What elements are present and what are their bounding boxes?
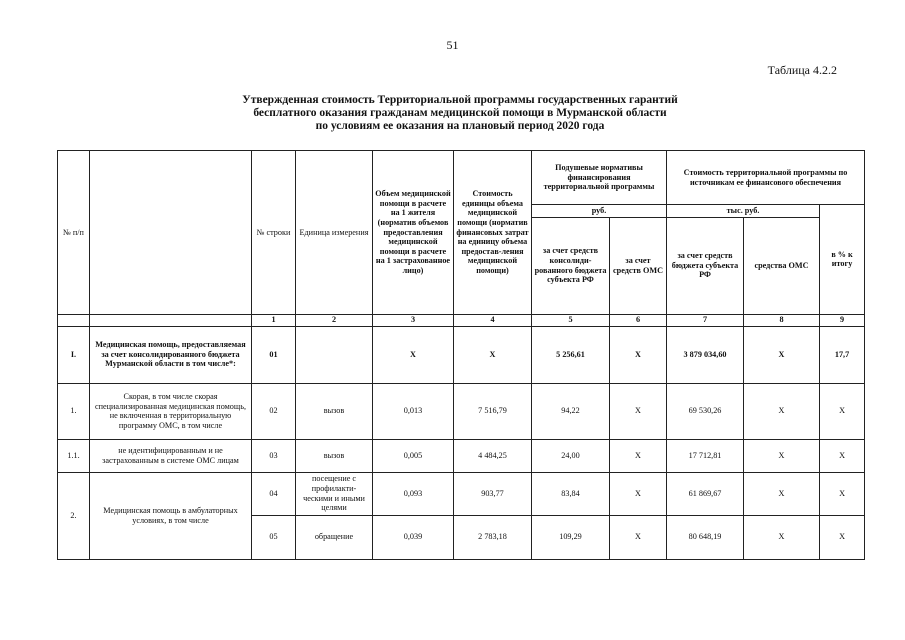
header-oms-funds: средства ОМС xyxy=(744,217,820,314)
row-consolidated: 5 256,61 xyxy=(532,326,610,383)
table-label: Таблица 4.2.2 xyxy=(767,63,837,77)
header-name xyxy=(90,151,252,315)
header-unit: Единица измерения xyxy=(296,151,373,315)
row-consolidated: 94,22 xyxy=(532,383,610,439)
row-unit: вызов xyxy=(296,439,373,472)
row-oms-funds: Х xyxy=(744,439,820,472)
row-oms: Х xyxy=(610,472,667,515)
row-budget-rf: 69 530,26 xyxy=(667,383,744,439)
table-row xyxy=(58,326,865,383)
row-oms-funds: Х xyxy=(744,383,820,439)
table-row xyxy=(58,439,865,472)
row-name: Медицинская помощь в амбулаторных условиях, в том числе xyxy=(90,472,252,559)
row-unit xyxy=(296,326,373,383)
row-percent: 17,7 xyxy=(820,326,865,383)
row-code: 03 xyxy=(252,439,296,472)
row-consolidated: 109,29 xyxy=(532,515,610,559)
row-volume: 0,093 xyxy=(373,472,454,515)
row-consolidated: 83,84 xyxy=(532,472,610,515)
column-numbers-row xyxy=(58,314,865,326)
header-volume: Объем медицинской помощи в расчете на 1 жителя (норматив объемов предоставления медицинской помощи в расчете на 1 застрахованное лицо) xyxy=(373,151,454,315)
row-oms-funds: Х xyxy=(744,472,820,515)
row-oms: Х xyxy=(610,383,667,439)
row-oms: Х xyxy=(610,326,667,383)
row-unit: обращение xyxy=(296,515,373,559)
row-code: 04 xyxy=(252,472,296,515)
row-percent: Х xyxy=(820,439,865,472)
header-thousand-rub: тыс. руб. xyxy=(667,205,820,218)
column-number-cell: 9 xyxy=(820,314,865,326)
title-line: по условиям ее оказания на плановый период 2020 года xyxy=(315,120,605,132)
row-oms: Х xyxy=(610,439,667,472)
row-num: I. xyxy=(58,326,90,383)
row-volume: Х xyxy=(373,326,454,383)
row-oms: Х xyxy=(610,515,667,559)
row-code: 01 xyxy=(252,326,296,383)
row-unit: посещение с профилакти-ческими и иными целями xyxy=(296,472,373,515)
column-number-cell: 8 xyxy=(744,314,820,326)
page-number: 51 xyxy=(446,38,459,52)
row-code: 02 xyxy=(252,383,296,439)
column-number-cell: 5 xyxy=(532,314,610,326)
row-num: 1.1. xyxy=(58,439,90,472)
table-row xyxy=(58,472,865,515)
header-oms: за счет средств ОМС xyxy=(610,217,667,314)
row-num: 1. xyxy=(58,383,90,439)
row-budget-rf: 17 712,81 xyxy=(667,439,744,472)
header-num: № п/п xyxy=(58,151,90,315)
cost-table xyxy=(57,150,865,560)
row-budget-rf: 61 869,67 xyxy=(667,472,744,515)
column-number-cell: 2 xyxy=(296,314,373,326)
header-percent: в % к итогу xyxy=(820,205,865,315)
row-percent: Х xyxy=(820,515,865,559)
row-consolidated: 24,00 xyxy=(532,439,610,472)
row-oms-funds: Х xyxy=(744,326,820,383)
row-percent: Х xyxy=(820,472,865,515)
row-volume: 0,013 xyxy=(373,383,454,439)
row-name: Медицинская помощь, предоставляемая за счет консолидированного бюджета Мурманской области в том числе*: xyxy=(90,326,252,383)
column-number-cell xyxy=(58,314,90,326)
row-unit-cost: Х xyxy=(454,326,532,383)
column-number-cell xyxy=(90,314,252,326)
header-budget-rf: за счет средств бюджета субъекта РФ xyxy=(667,217,744,314)
row-oms-funds: Х xyxy=(744,515,820,559)
row-unit: вызов xyxy=(296,383,373,439)
header-rub: руб. xyxy=(532,205,667,218)
row-name: Скорая, в том числе скорая специализированная медицинская помощь, не включенная в территориальную программу ОМС, в том числе xyxy=(90,383,252,439)
row-unit-cost: 4 484,25 xyxy=(454,439,532,472)
title-line: Утвержденная стоимость Территориальной программы государственных гарантий xyxy=(242,94,678,106)
row-volume: 0,005 xyxy=(373,439,454,472)
header-cost: Стоимость территориальной программы по источникам ее финансового обеспечения xyxy=(667,151,865,205)
row-name: не идентифицированным и не застрахованным в системе ОМС лицам xyxy=(90,439,252,472)
document-title xyxy=(180,94,740,133)
column-number-cell: 4 xyxy=(454,314,532,326)
header-consolidated: за счет средств консолиди-рованного бюджета субъекта РФ xyxy=(532,217,610,314)
table-row xyxy=(58,383,865,439)
row-unit-cost: 2 783,18 xyxy=(454,515,532,559)
column-number-cell: 1 xyxy=(252,314,296,326)
header-unit-cost: Стоимость единицы объема медицинской помощи (норматив финансовых затрат на единицу объема предостав-ления медицинской помощи) xyxy=(454,151,532,315)
row-volume: 0,039 xyxy=(373,515,454,559)
header-row: № строки xyxy=(252,151,296,315)
row-num: 2. xyxy=(58,472,90,559)
title-line: бесплатного оказания гражданам медицинской помощи в Мурманской области xyxy=(253,107,667,119)
row-percent: Х xyxy=(820,383,865,439)
column-number-cell: 6 xyxy=(610,314,667,326)
row-unit-cost: 7 516,79 xyxy=(454,383,532,439)
row-budget-rf: 3 879 034,60 xyxy=(667,326,744,383)
header-per-capita: Подушевые нормативы финансирования территориальной программы xyxy=(532,151,667,205)
row-code: 05 xyxy=(252,515,296,559)
row-budget-rf: 80 648,19 xyxy=(667,515,744,559)
column-number-cell: 3 xyxy=(373,314,454,326)
row-unit-cost: 903,77 xyxy=(454,472,532,515)
column-number-cell: 7 xyxy=(667,314,744,326)
